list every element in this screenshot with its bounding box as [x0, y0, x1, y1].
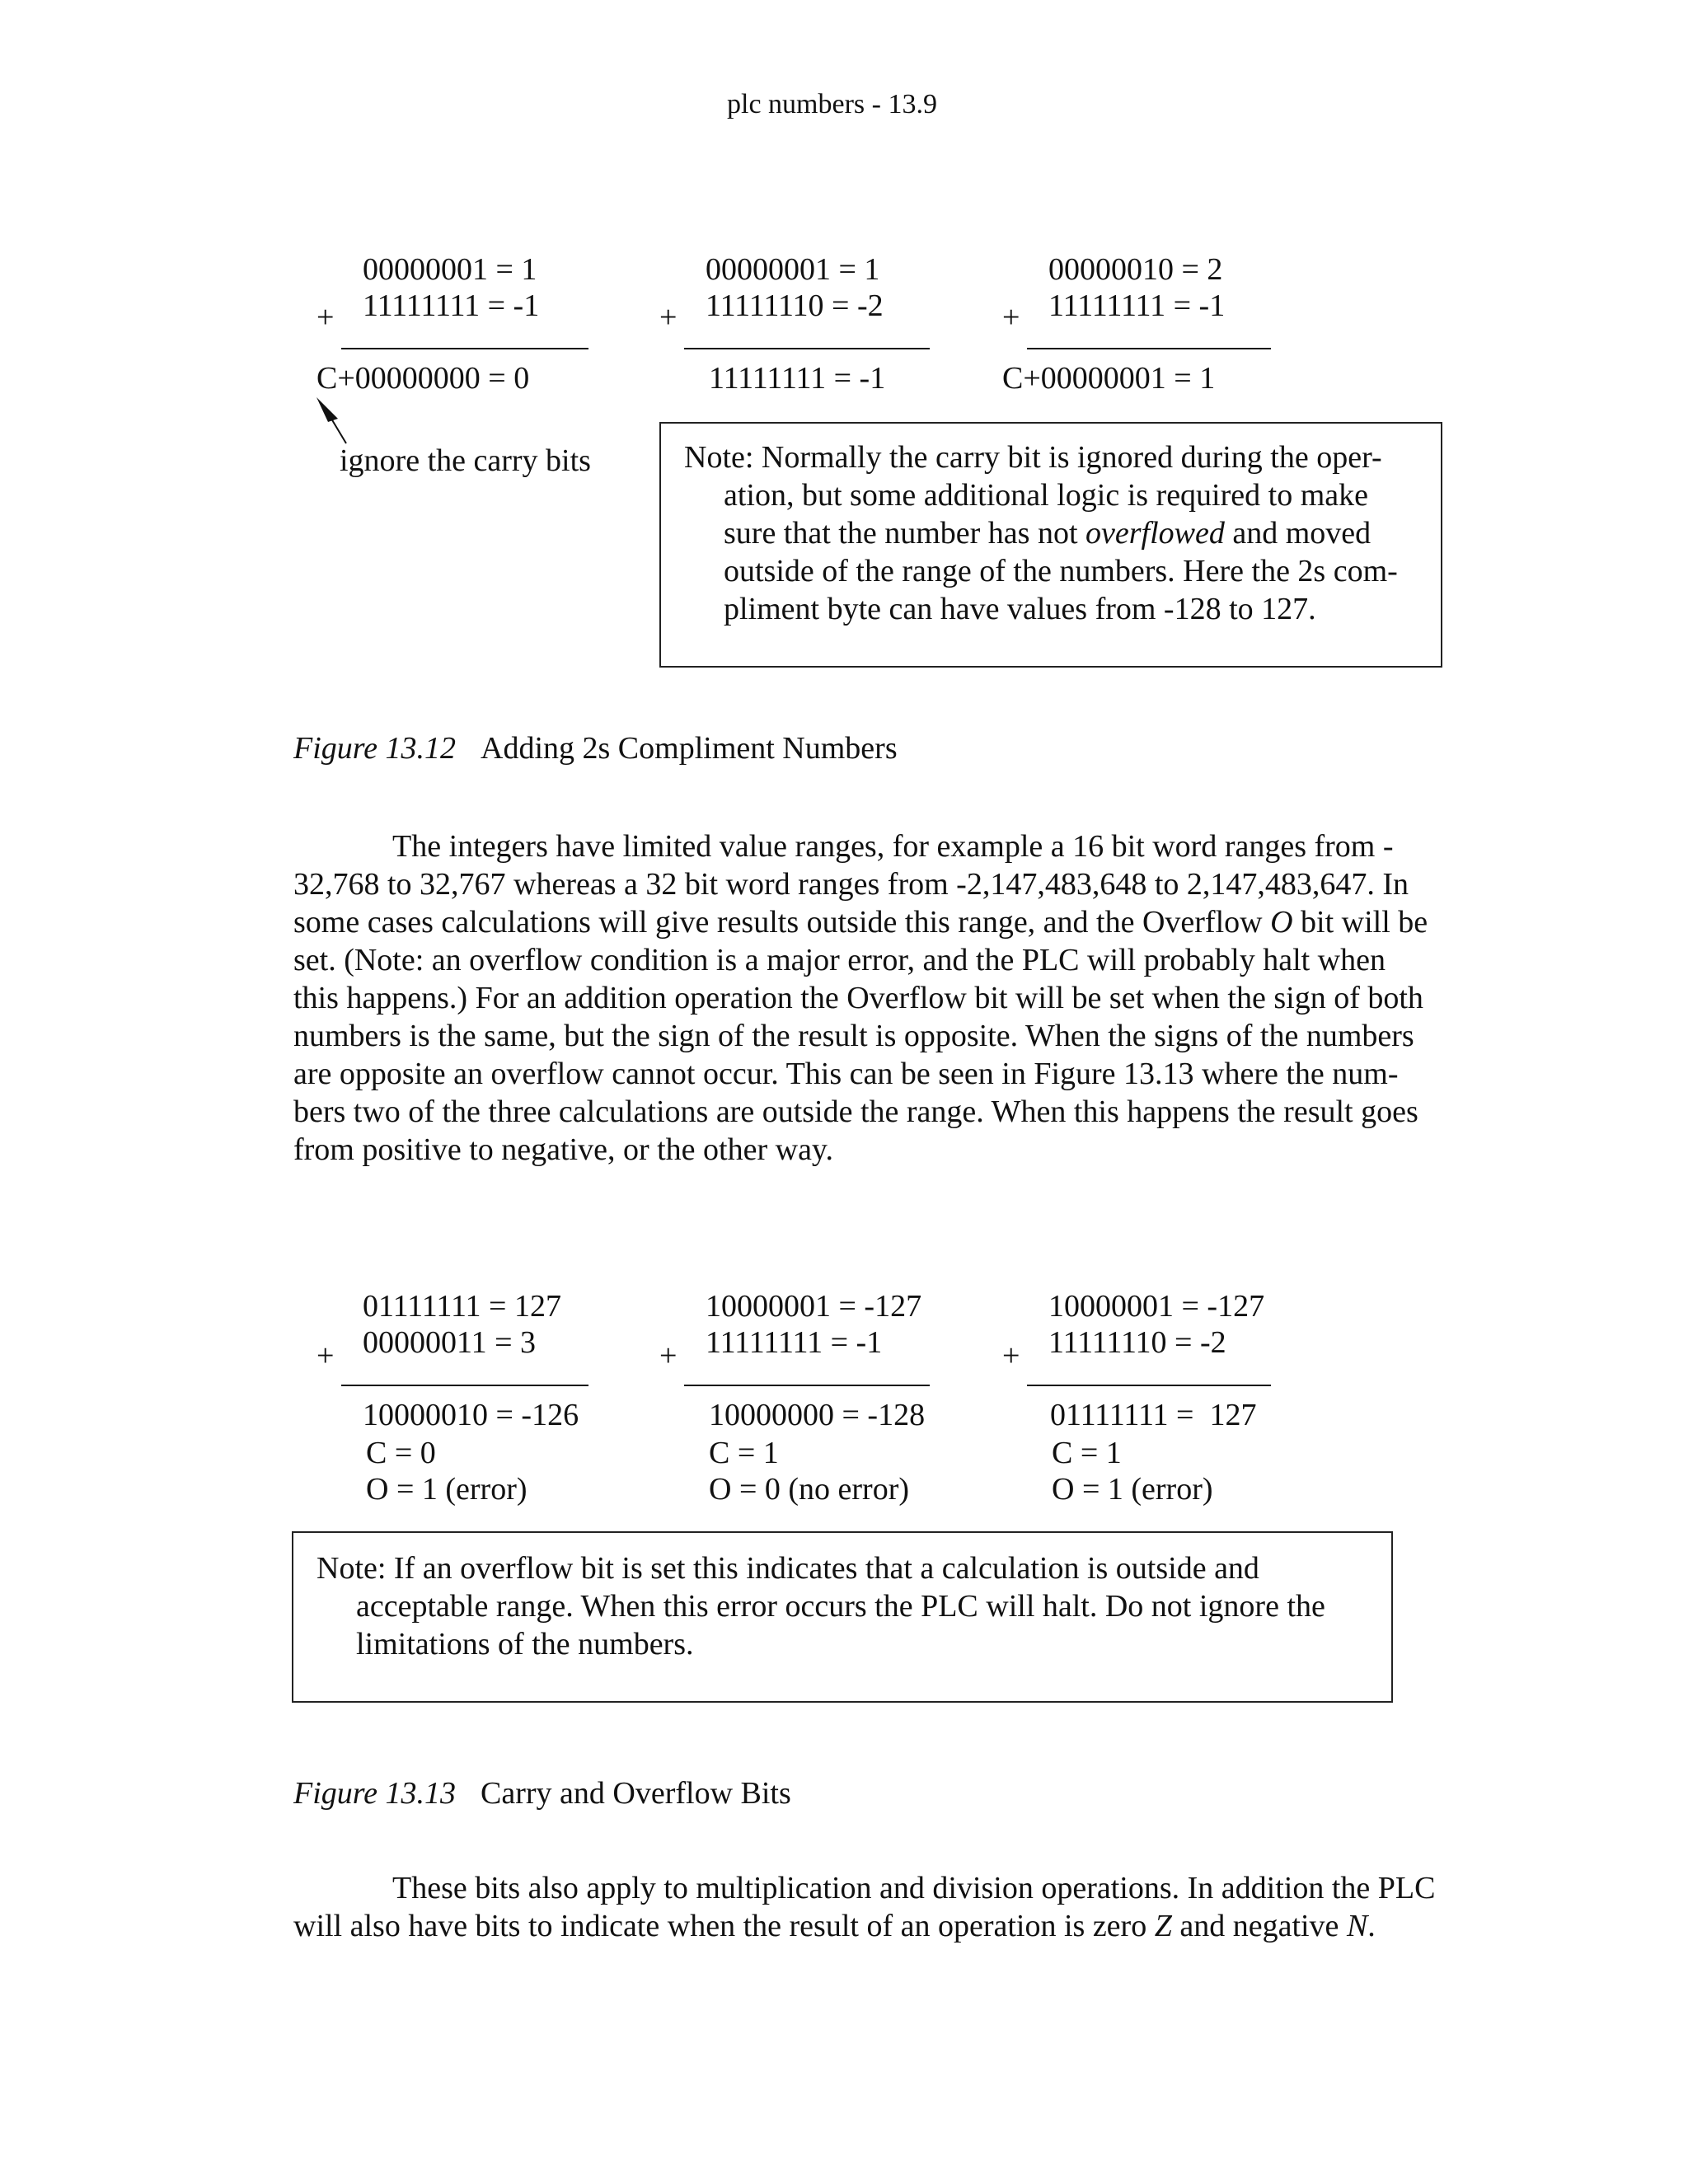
plus-sign: +	[1002, 300, 1020, 335]
page-header: plc numbers - 13.9	[727, 89, 937, 120]
operand-a: 00000010 = 2	[1048, 252, 1223, 287]
carry-bit: C = 0	[366, 1436, 436, 1470]
paragraph-line: 32,768 to 32,767 whereas a 32 bit word ranges from -2,147,483,648 to 2,147,483,647. In	[293, 867, 1409, 902]
operand-b: 11111111 = -1	[363, 288, 540, 323]
operand-a: 01111111 = 127	[363, 1289, 561, 1324]
caption-text: Adding 2s Compliment Numbers	[481, 731, 898, 766]
plus-sign: +	[316, 1338, 335, 1373]
operand-a: 10000001 = -127	[706, 1289, 922, 1324]
caption-number: Figure 13.12	[293, 731, 457, 766]
sum-result: 11111111 = -1	[709, 361, 886, 396]
note-line: outside of the range of the numbers. Here the 2s com-	[724, 554, 1398, 588]
carry-bit: C = 1	[709, 1436, 779, 1470]
caption-number: Figure 13.13	[293, 1776, 457, 1811]
sum-rule	[1027, 1385, 1271, 1386]
plus-sign: +	[659, 1338, 678, 1373]
paragraph-line: These bits also apply to multiplication and division operations. In addition the PLC	[392, 1871, 1436, 1905]
operand-a: 10000001 = -127	[1048, 1289, 1265, 1324]
note-line: pliment byte can have values from -128 to 127.	[724, 592, 1316, 626]
sum-rule	[1027, 348, 1271, 349]
operand-a: 00000001 = 1	[363, 252, 537, 287]
overflow-bit: O = 0 (no error)	[709, 1472, 910, 1507]
sum-result: 10000000 = -128	[709, 1398, 926, 1432]
paragraph-line: this happens.) For an addition operation the Overflow bit will be set when the sign of both	[293, 981, 1423, 1015]
paragraph-line: The integers have limited value ranges, for example a 16 bit word ranges from -	[392, 829, 1394, 864]
body-paragraph	[293, 827, 1464, 1169]
paragraph-line: set. (Note: an overflow condition is a major error, and the PLC will probably halt when	[293, 943, 1386, 977]
sum-rule	[341, 348, 588, 349]
operand-b: 11111110 = -2	[706, 288, 884, 323]
operand-b: 11111110 = -2	[1048, 1325, 1226, 1360]
paragraph-line: bers two of the three calculations are outside the range. When this happens the result goes	[293, 1094, 1418, 1129]
carry-annotation: ignore the carry bits	[340, 443, 591, 478]
caption-text: Carry and Overflow Bits	[481, 1776, 791, 1811]
overflow-bit: O = 1 (error)	[1052, 1472, 1213, 1507]
plus-sign: +	[316, 300, 335, 335]
paragraph-line: will also have bits to indicate when the result of an operation is zero Z and negative N.	[293, 1909, 1376, 1943]
sum-rule	[341, 1385, 588, 1386]
paragraph-line: numbers is the same, but the sign of the result is opposite. When the signs of the numbers	[293, 1019, 1414, 1053]
carry-bit: C = 1	[1052, 1436, 1122, 1470]
note-line: Note: Normally the carry bit is ignored during the oper-	[684, 440, 1382, 475]
figure-caption	[293, 730, 898, 766]
sum-rule	[684, 348, 930, 349]
note-text	[316, 1549, 1325, 1663]
note-line: sure that the number has not overflowed and moved	[724, 516, 1372, 551]
operand-a: 00000001 = 1	[706, 252, 880, 287]
body-paragraph	[293, 1869, 1464, 1945]
operand-b: 11111111 = -1	[1048, 288, 1226, 323]
note-text	[684, 438, 1398, 628]
paragraph-line: from positive to negative, or the other way.	[293, 1132, 833, 1167]
paragraph-line: some cases calculations will give results outside this range, and the Overflow O bit will be	[293, 905, 1428, 940]
note-line: limitations of the numbers.	[356, 1627, 694, 1661]
sum-result: C+00000001 = 1	[1002, 361, 1216, 396]
note-line: ation, but some additional logic is required to make	[724, 478, 1368, 513]
operand-b: 00000011 = 3	[363, 1325, 537, 1360]
paragraph-line: are opposite an overflow cannot occur. This can be seen in Figure 13.13 where the num-	[293, 1057, 1399, 1091]
note-line: Note: If an overflow bit is set this indicates that a calculation is outside and	[316, 1551, 1259, 1586]
overflow-bit: O = 1 (error)	[366, 1472, 528, 1507]
operand-b: 11111111 = -1	[706, 1325, 883, 1360]
sum-result: 10000010 = -126	[363, 1398, 579, 1432]
figure-caption	[293, 1775, 791, 1811]
sum-result: 01111111 = 127	[1050, 1398, 1257, 1432]
plus-sign: +	[659, 300, 678, 335]
sum-result: C+00000000 = 0	[316, 361, 530, 396]
note-line: acceptable range. When this error occurs the PLC will halt. Do not ignore the	[356, 1589, 1325, 1624]
sum-rule	[684, 1385, 930, 1386]
plus-sign: +	[1002, 1338, 1020, 1373]
